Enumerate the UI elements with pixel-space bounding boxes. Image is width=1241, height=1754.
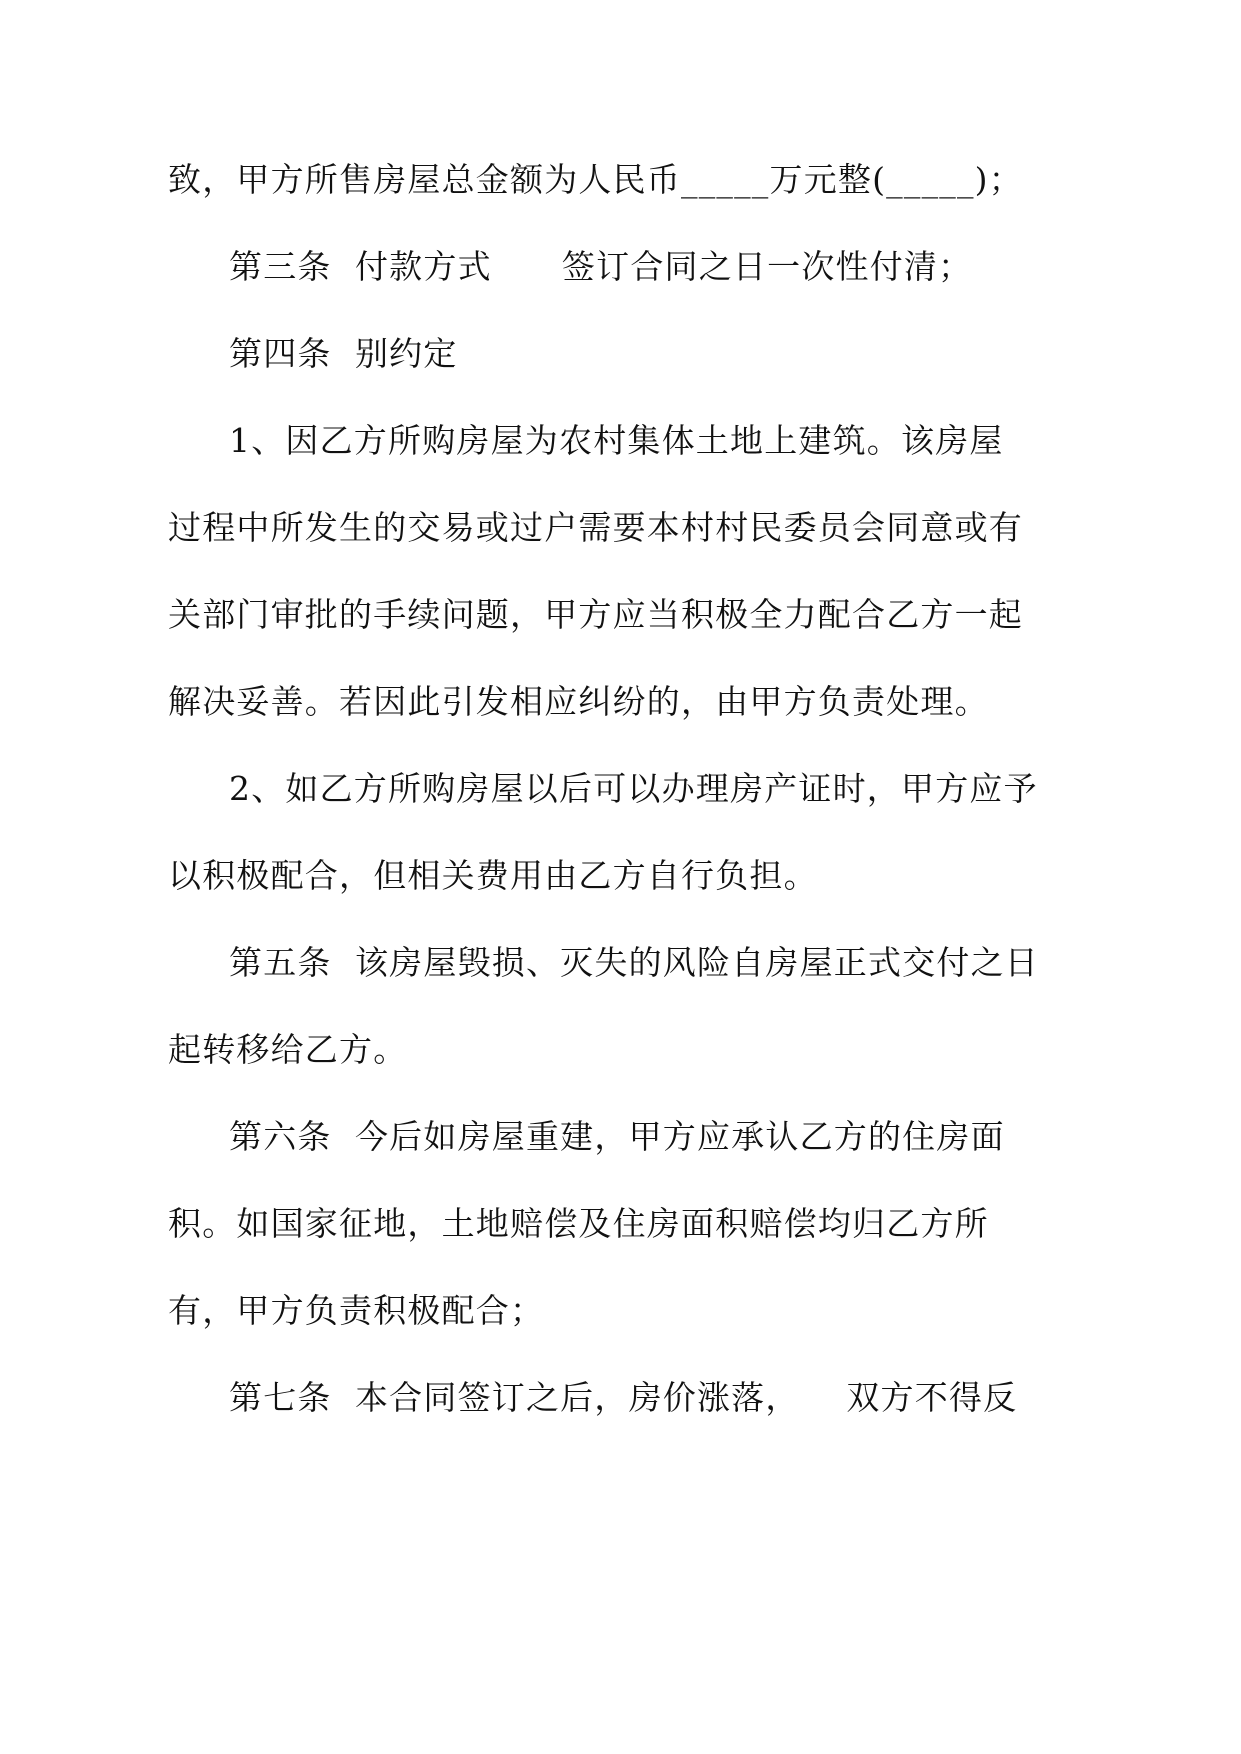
text-line: 第七条 本合同签订之后，房价涨落， 双方不得反 [229,1378,1018,1417]
text-line: 第四条 别约定 [229,334,458,373]
text-line: 1、因乙方所购房屋为农村集体土地上建筑。该房屋 [229,421,1004,460]
text-line: 解决妥善。若因此引发相应纠纷的，由甲方负责处理。 [168,682,989,721]
text-line: 以积极配合，但相关费用由乙方自行负担。 [168,856,818,895]
text-line: 第五条 该房屋毁损、灭失的风险自房屋正式交付之日 [229,943,1039,982]
text-line: 第三条 付款方式 签订合同之日一次性付清； [229,247,973,286]
text-line: 关部门审批的手续问题，甲方应当积极全力配合乙方一起 [168,595,1023,634]
text-line: 积。如国家征地，土地赔偿及住房面积赔偿均归乙方所 [168,1204,989,1243]
text-line: 起转移给乙方。 [168,1030,408,1069]
text-line: 第六条 今后如房屋重建，甲方应承认乙方的住房面 [229,1117,1005,1156]
text-line: 2、如乙方所购房屋以后可以办理房产证时，甲方应予 [229,769,1038,808]
text-line: 有，甲方负责积极配合； [168,1291,545,1330]
text-line: 致，甲方所售房屋总金额为人民币_____万元整(_____)； [168,160,1023,199]
text-line: 过程中所发生的交易或过户需要本村村民委员会同意或有 [168,508,1023,547]
